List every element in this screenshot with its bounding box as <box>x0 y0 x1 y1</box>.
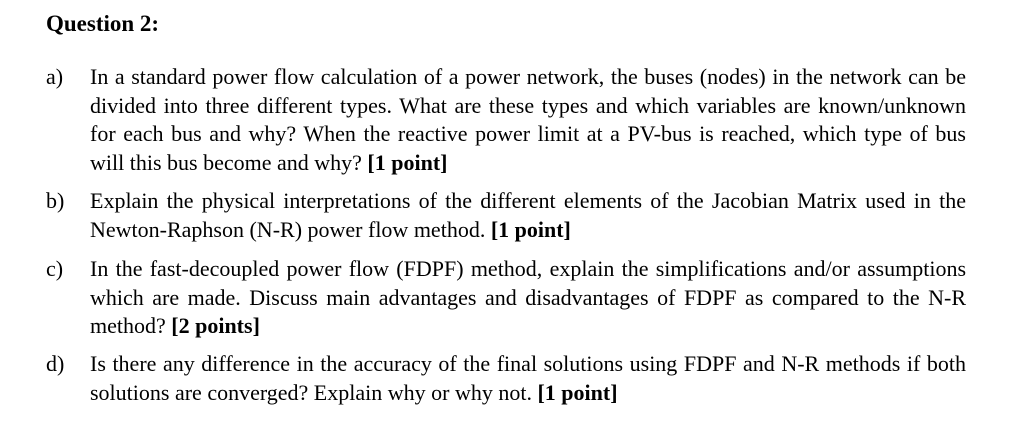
question-text: Is there any difference in the accuracy of the final solutions using FDPF and N-R methods if both solutions are converged? Explain why or why not. <box>90 351 966 405</box>
question-label: d) <box>46 351 65 376</box>
question-text: In the fast-decoupled power flow (FDPF) method, explain the simplifications and/or assumptions which are made. Discuss main advantages and disadvantages of FDPF as compared to the N-R method? <box>90 256 966 339</box>
question-label: c) <box>46 256 64 281</box>
question-text-block <box>90 350 966 407</box>
question-text: In a standard power flow calculation of a power network, the buses (nodes) in the network can be divided into three different types. What are these types and which variables are known/unknown for each bus and why? When the reactive power limit at a PV-bus is reached, which type of bus will this bus become and why? <box>90 64 966 175</box>
question-text: Explain the physical interpretations of the different elements of the Jacobian Matrix used in the Newton-Raphson (N-R) power flow method. <box>90 188 966 242</box>
question-text-block <box>90 187 966 244</box>
question-points: [1 point] <box>537 379 618 405</box>
question-points: [1 point] <box>490 216 571 242</box>
question-label: b) <box>46 188 65 213</box>
question-title: Question 2: <box>46 11 160 36</box>
question-points: [2 points] <box>171 313 260 339</box>
question-text-block <box>90 63 966 177</box>
question-label: a) <box>46 64 64 89</box>
question-points: [1 point] <box>367 149 448 175</box>
question-text-block <box>90 255 966 341</box>
